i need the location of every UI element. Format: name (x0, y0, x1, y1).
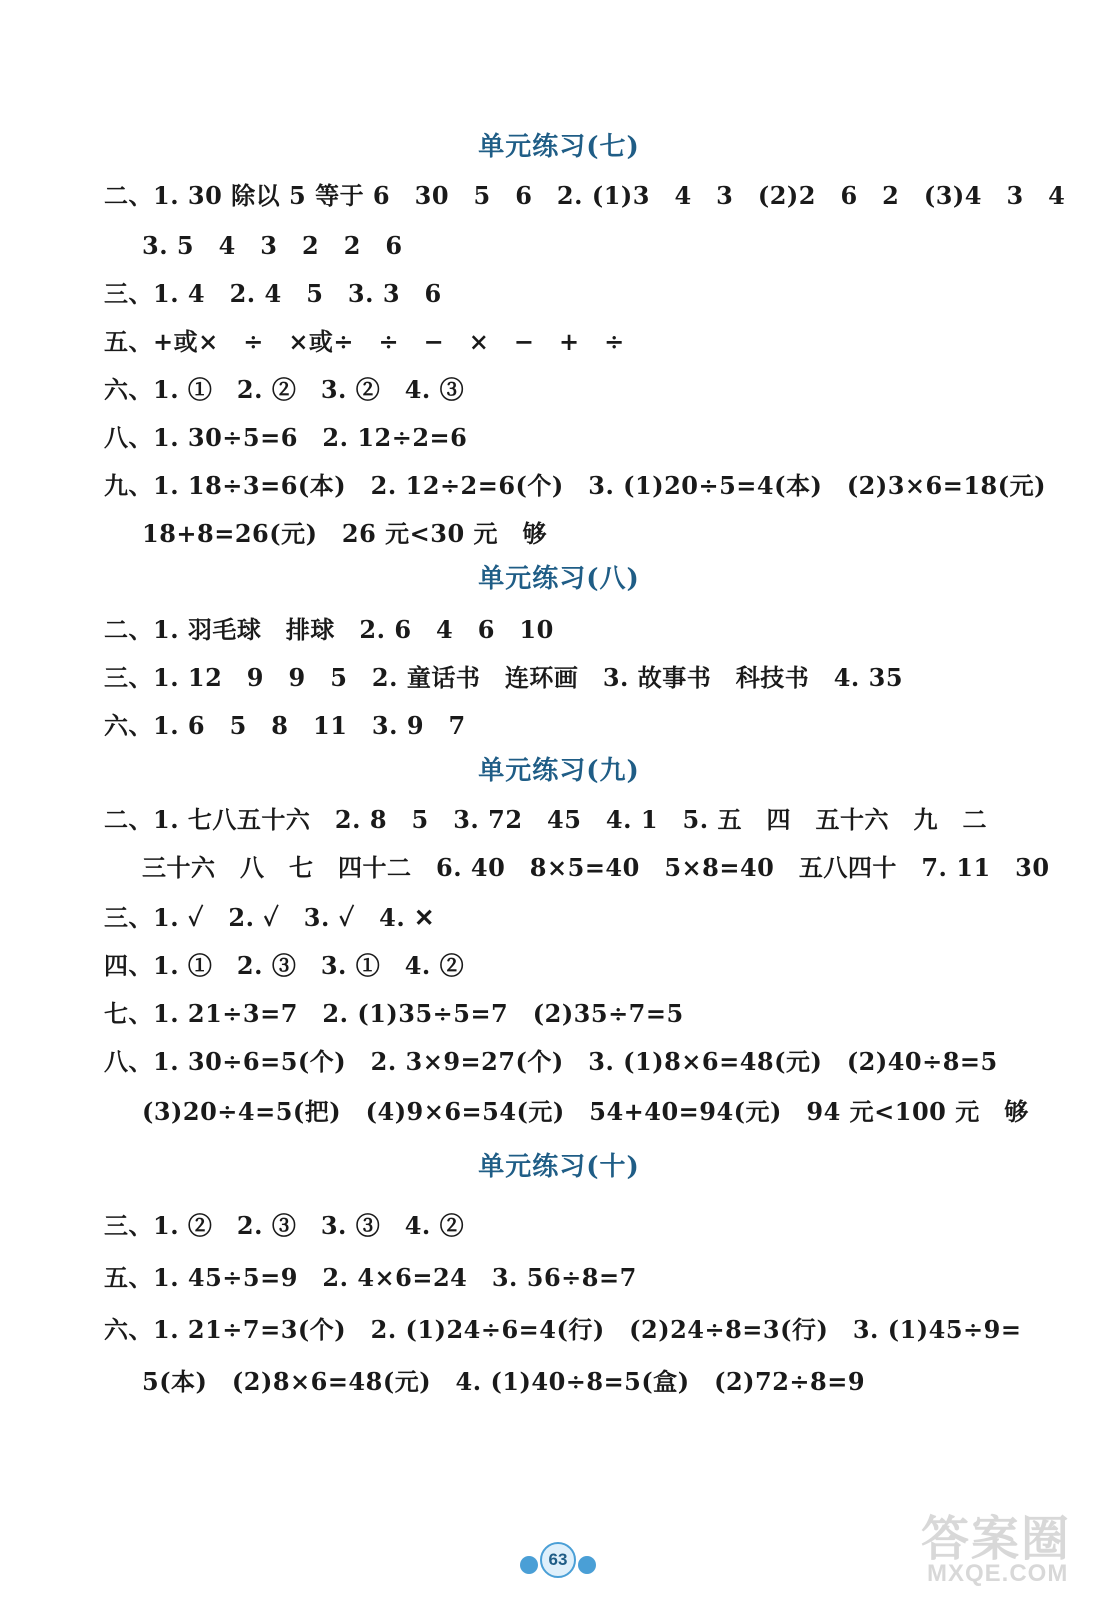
answer-line: 三、1. ② 2. ③ 3. ③ 4. ② (104, 1211, 465, 1240)
watermark-url: MXQE.COM (927, 1560, 1069, 1587)
answer-line: (3)20÷4=5(把) (4)9×6=54(元) 54+40=94(元) 94 元<100 元 够 (142, 1097, 1029, 1126)
answer-line: 八、1. 30÷5=6 2. 12÷2=6 (104, 423, 468, 452)
answer-line: 二、1. 羽毛球 排球 2. 6 4 6 10 (104, 615, 554, 644)
decorative-dot-right (578, 1556, 596, 1574)
page-number-badge (518, 1540, 598, 1584)
answer-line: 二、1. 30 除以 5 等于 6 30 5 6 2. (1)3 4 3 (2)2 6 2 (3)4 3 4 (104, 181, 1066, 210)
section-title-8: 单元练习(八) (478, 564, 640, 594)
answer-line: 三十六 八 七 四十二 6. 40 8×5=40 5×8=40 五八四十 7. 11 30 (142, 853, 1050, 882)
decorative-dot-left (520, 1556, 538, 1574)
answer-line: 四、1. ① 2. ③ 3. ① 4. ② (104, 951, 465, 980)
answer-line: 3. 5 4 3 2 2 6 (142, 231, 403, 260)
answer-line: 5(本) (2)8×6=48(元) 4. (1)40÷8=5(盒) (2)72÷8=9 (142, 1367, 866, 1396)
watermark (915, 1498, 1105, 1590)
answer-line: 六、1. ① 2. ② 3. ② 4. ③ (104, 375, 465, 404)
section-title-9: 单元练习(九) (478, 756, 640, 786)
answer-line: 五、+或× ÷ ×或÷ ÷ − × − + ÷ (104, 327, 625, 356)
answer-line: 八、1. 30÷6=5(个) 2. 3×9=27(个) 3. (1)8×6=48(元) (2)40÷8=5 (104, 1047, 998, 1076)
answer-line: 二、1. 七八五十六 2. 8 5 3. 72 45 4. 1 5. 五 四 五十六 九 二 (104, 805, 987, 834)
answer-line: 三、1. 12 9 9 5 2. 童话书 连环画 3. 故事书 科技书 4. 35 (104, 663, 904, 692)
watermark-logo-text: 答案圈 (921, 1511, 1072, 1567)
answer-line: 九、1. 18÷3=6(本) 2. 12÷2=6(个) 3. (1)20÷5=4(本) (2)3×6=18(元) (104, 471, 1046, 500)
page-number: 63 (540, 1542, 576, 1578)
answer-line: 六、1. 6 5 8 11 3. 9 7 (104, 711, 466, 740)
answer-line: 18+8=26(元) 26 元<30 元 够 (142, 519, 548, 548)
section-title-7: 单元练习(七) (478, 132, 640, 162)
section-title-10: 单元练习(十) (478, 1152, 640, 1182)
answer-line: 五、1. 45÷5=9 2. 4×6=24 3. 56÷8=7 (104, 1263, 637, 1292)
answer-line: 三、1. ✓ 2. ✓ 3. ✓ 4. ✕ (104, 903, 435, 932)
answer-line: 七、1. 21÷3=7 2. (1)35÷5=7 (2)35÷7=5 (104, 999, 684, 1028)
answer-line: 六、1. 21÷7=3(个) 2. (1)24÷6=4(行) (2)24÷8=3(行) 3. (1)45÷9= (104, 1315, 1022, 1344)
answer-line: 三、1. 4 2. 4 5 3. 3 6 (104, 279, 442, 308)
